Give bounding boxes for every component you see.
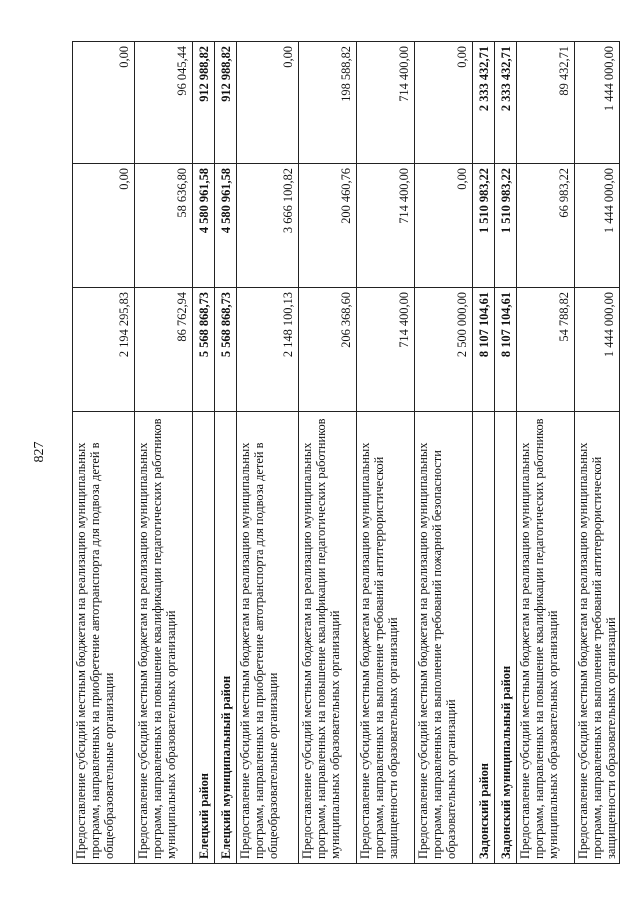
row-value-3: 912 988,82 <box>215 42 237 164</box>
row-value-2: 1 510 983,22 <box>495 164 517 288</box>
table-row-total <box>215 42 237 864</box>
row-value-3: 0,00 <box>237 42 299 164</box>
row-value-2: 58 636,80 <box>135 164 193 288</box>
row-description: Предоставление субсидий местным бюджетам на реализацию муниципальных программ, направленных на приобретение автотранспорта для подвоза детей в общеобразовательные организации <box>73 412 135 864</box>
row-value-1: 714 400,00 <box>357 288 415 412</box>
row-value-1: 206 368,60 <box>299 288 357 412</box>
row-value-2: 200 460,76 <box>299 164 357 288</box>
table-row <box>237 42 299 864</box>
row-value-2: 1 510 983,22 <box>473 164 495 288</box>
table-row <box>575 42 620 864</box>
row-value-1: 54 788,82 <box>517 288 575 412</box>
row-description: Задонский муниципальный район <box>495 412 517 864</box>
row-value-1: 8 107 104,61 <box>473 288 495 412</box>
row-description: Предоставление субсидий местным бюджетам на реализацию муниципальных программ, направленных на приобретение автотранспорта для подвоза детей в общеобразовательные организации <box>237 412 299 864</box>
row-value-1: 2 500 000,00 <box>415 288 473 412</box>
row-description: Предоставление субсидий местным бюджетам на реализацию муниципальных программ, направленных на выполнение требований антитеррористической защищенности образовательных организаций <box>357 412 415 864</box>
row-value-3: 2 333 432,71 <box>495 42 517 164</box>
table-row <box>299 42 357 864</box>
row-value-3: 714 400,00 <box>357 42 415 164</box>
row-value-3: 0,00 <box>73 42 135 164</box>
table-row-total <box>193 42 215 864</box>
row-value-3: 198 588,82 <box>299 42 357 164</box>
page-number: 827 <box>32 441 47 463</box>
row-description: Задонский район <box>473 412 495 864</box>
row-value-1: 86 762,94 <box>135 288 193 412</box>
row-description: Предоставление субсидий местным бюджетам на реализацию муниципальных программ, направленных на выполнение требований пожарной безопасности образовательных организаций <box>415 412 473 864</box>
row-value-2: 4 580 961,58 <box>215 164 237 288</box>
row-value-1: 2 148 100,13 <box>237 288 299 412</box>
table-row <box>415 42 473 864</box>
table-body <box>73 42 620 864</box>
row-value-3: 0,00 <box>415 42 473 164</box>
table-row <box>135 42 193 864</box>
table-row <box>357 42 415 864</box>
rotated-table-wrapper <box>72 42 618 864</box>
row-value-1: 5 568 868,73 <box>193 288 215 412</box>
row-value-2: 0,00 <box>73 164 135 288</box>
table-row-total <box>473 42 495 864</box>
row-description: Предоставление субсидий местным бюджетам на реализацию муниципальных программ, направленных на выполнение требований антитеррористической защищенности образовательных организаций <box>575 412 620 864</box>
row-value-3: 96 045,44 <box>135 42 193 164</box>
row-value-1: 2 194 295,83 <box>73 288 135 412</box>
rotated-table-frame <box>72 42 618 864</box>
subsidy-table <box>72 41 620 864</box>
row-description: Предоставление субсидий местным бюджетам на реализацию муниципальных программ, направленных на повышение квалификации педагогических работников муниципальных образовательных организаций <box>517 412 575 864</box>
row-value-1: 5 568 868,73 <box>215 288 237 412</box>
row-value-3: 89 432,71 <box>517 42 575 164</box>
row-value-2: 0,00 <box>415 164 473 288</box>
row-description: Предоставление субсидий местным бюджетам на реализацию муниципальных программ, направленных на повышение квалификации педагогических работников муниципальных образовательных организаций <box>135 412 193 864</box>
row-value-3: 912 988,82 <box>193 42 215 164</box>
row-value-2: 3 666 100,82 <box>237 164 299 288</box>
row-description: Елецкий район <box>193 412 215 864</box>
row-description: Елецкий муниципальный район <box>215 412 237 864</box>
table-row <box>517 42 575 864</box>
row-value-1: 1 444 000,00 <box>575 288 620 412</box>
table-row <box>73 42 135 864</box>
row-value-2: 714 400,00 <box>357 164 415 288</box>
row-value-3: 1 444 000,00 <box>575 42 620 164</box>
row-value-2: 1 444 000,00 <box>575 164 620 288</box>
row-description: Предоставление субсидий местным бюджетам на реализацию муниципальных программ, направленных на повышение квалификации педагогических работников муниципальных образовательных организаций <box>299 412 357 864</box>
row-value-2: 66 983,22 <box>517 164 575 288</box>
row-value-3: 2 333 432,71 <box>473 42 495 164</box>
table-row-total <box>495 42 517 864</box>
row-value-2: 4 580 961,58 <box>193 164 215 288</box>
row-value-1: 8 107 104,61 <box>495 288 517 412</box>
